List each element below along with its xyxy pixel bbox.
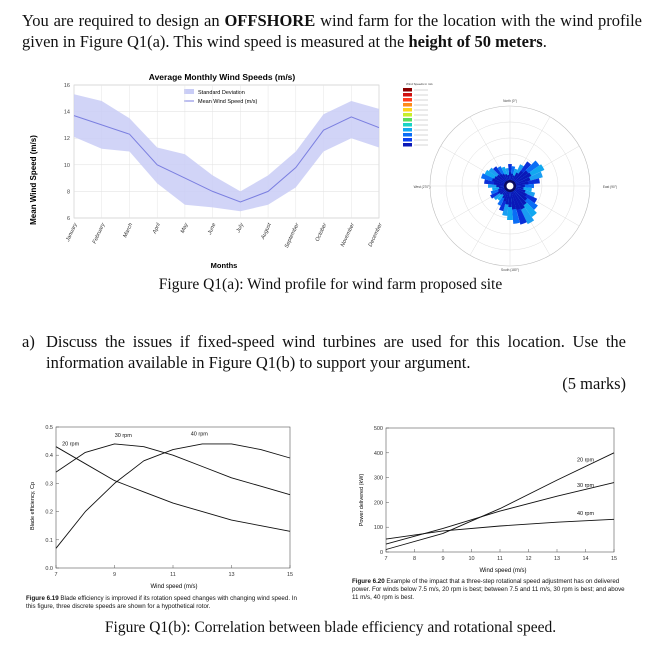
chart-a-ytick-label: 12 [63,136,70,143]
chart-b-xtick-label: 13 [228,572,235,578]
chart-c-series-line [386,519,614,539]
height-emphasis: height of 50 meters [408,32,543,51]
chart-a-ylabel: Mean Wind Speed (m/s) [29,135,38,225]
chart-c-xtick-label: 15 [610,556,618,562]
wind-rose-legend-swatch [403,123,412,127]
chart-c-ytick-label: 200 [373,500,383,507]
legend-std-label: Standard Deviation [198,90,245,96]
chart-c-series-label: 40 rpm [576,510,595,517]
chart-c-plot-frame [386,428,614,552]
chart-a-ytick-label: 6 [66,216,70,222]
chart-c-xtick-label: 11 [497,556,503,562]
chart-b-ytick-label: 0.0 [45,566,53,572]
chart-b-ytick-label: 0.4 [45,453,53,460]
legend-std-swatch [184,89,194,94]
chart-c-series-label: 30 rpm [576,483,595,490]
wind-rose-legend-swatch [403,103,412,107]
chart-a-xtick-label: September [283,222,301,250]
chart-b-series-line [56,447,290,532]
direction-south-label: South (180°) [501,268,519,272]
wind-rose-chart [398,76,628,276]
chart-b-ytick-label: 0.1 [45,537,53,544]
chart-b-xtick-label: 15 [286,572,294,578]
chart-a-xtick-label: December [367,222,384,248]
chart-a-xtick-label: October [314,222,329,243]
fig620-caption: Figure 6.20 Example of the impact that a three-step rotational speed adjustment has on delivered power. For winds below 7.5 m/s, 20 rpm is best; between 7.5 and 11 m/s, 30 rpm is best; and above 11 m/s, 40 rpm is best. [352,578,625,601]
chart-b-ytick-label: 0.2 [45,509,53,516]
offshore-emphasis: OFFSHORE [224,11,316,30]
chart-a-legend [184,89,257,105]
chart-b-series-label: 30 rpm [114,432,132,439]
chart-c-xtick-label: 8 [412,556,417,562]
chart-b-ytick-label: 0.5 [45,425,53,431]
chart-c-ytick-label: 0 [379,550,383,556]
chart-c-xtick-label: 9 [441,556,445,562]
chart-c-xtick-label: 14 [582,556,589,562]
wind-rose-legend-swatch [403,128,412,132]
chart-b-xtick-label: 7 [54,572,58,578]
chart-c-series-label: 20 rpm [576,457,595,464]
chart-a-ytick-label: 10 [63,162,70,169]
chart-a-xtick-label: March [122,222,135,239]
chart-a-xtick-label: February [91,222,107,245]
chart-b-ytick-label: 0.3 [45,481,53,488]
chart-a-xtick-label: August [260,222,273,241]
chart-a-ytick-label: 14 [63,109,70,116]
chart-b-series-line [56,444,290,495]
wind-rose-legend-title: Wind Speeds in m/s [406,82,433,86]
legend-mean-label: Mean Wind Speed (m/s) [198,99,258,105]
fig619-caption: Figure 6.19 Blade efficiency is improved if its rotation speed changes with changing wind speed. In this figure, three discrete speeds are shown for a hypothetical rotor. [26,595,297,610]
chart-a-std-band [74,94,379,211]
blade-efficiency-chart [22,418,322,594]
chart-c-xlabel: Wind speed (m/s) [479,568,527,574]
figure-a-caption: Figure Q1(a): Wind profile for wind farm proposed site [158,276,503,293]
chart-c-xtick-label: 13 [553,556,561,562]
chart-b-xtick-label: 11 [170,572,176,578]
chart-c-ytick-label: 100 [373,525,383,532]
wind-rose-legend-swatch [403,93,412,97]
wind-rose-legend-swatch [403,113,412,117]
chart-c-xtick-label: 12 [525,556,532,562]
question-label: a) [22,332,35,351]
chart-b-series-line [56,444,290,548]
direction-west-label: West (270°) [413,185,431,189]
chart-a-ytick-label: 16 [63,83,70,89]
direction-east-label: East (90°) [602,185,618,189]
chart-a-title: Average Monthly Wind Speeds (m/s) [148,72,296,82]
chart-c-xtick-label: 10 [468,556,475,562]
wind-rose-legend-swatch [403,118,412,122]
wind-rose-legend [403,82,433,147]
chart-c-ytick-label: 500 [373,426,383,432]
monthly-wind-chart [22,68,392,278]
chart-b-series-label: 40 rpm [190,431,208,438]
chart-a-xtick-label: June [206,222,218,236]
question-text: Discuss the issues if fixed-speed wind turbines are used for this location. Use the information available in Figure Q1(b) to support your argument. [46,332,626,372]
wind-rose-legend-swatch [403,98,412,102]
question-marks: (5 marks) [562,374,626,393]
wind-rose-center [507,183,514,190]
chart-a-xtick-label: July [235,222,246,234]
chart-c-ytick-label: 400 [373,450,383,457]
chart-b-ylabel: Blade efficiency, Cp [30,481,36,531]
chart-a-xtick-label: November [339,222,357,248]
chart-c-xtick-label: 7 [384,556,388,562]
chart-b-series-label: 20 rpm [62,441,80,448]
wind-rose-legend-swatch [403,138,412,142]
power-delivered-chart [348,418,634,578]
chart-a-xlabel: Months [210,261,238,270]
wind-rose-legend-swatch [403,143,412,147]
chart-b-xlabel: Wind speed (m/s) [150,584,198,590]
direction-north-label: North (0°) [503,99,517,103]
wind-rose-legend-swatch [403,88,412,92]
figure-b-caption: Figure Q1(b): Correlation between blade efficiency and rotational speed. [104,619,557,636]
wind-rose-legend-swatch [403,133,412,137]
wind-rose-legend-swatch [403,108,412,112]
chart-b-xtick-label: 9 [112,572,117,578]
chart-a-ytick-label: 8 [66,189,70,196]
intro-paragraph: You are required to design an OFFSHORE wind farm for the location with the wind profile given in Figure Q1(a). This wind speed is measured at the height of 50 meters. [22,11,642,51]
chart-a-xtick-label: April [151,222,162,235]
chart-c-ytick-label: 300 [373,475,383,482]
chart-a-xtick-label: January [65,222,79,243]
chart-a-xtick-label: May [179,222,190,235]
chart-c-ylabel: Power delivered (kW) [359,473,365,527]
